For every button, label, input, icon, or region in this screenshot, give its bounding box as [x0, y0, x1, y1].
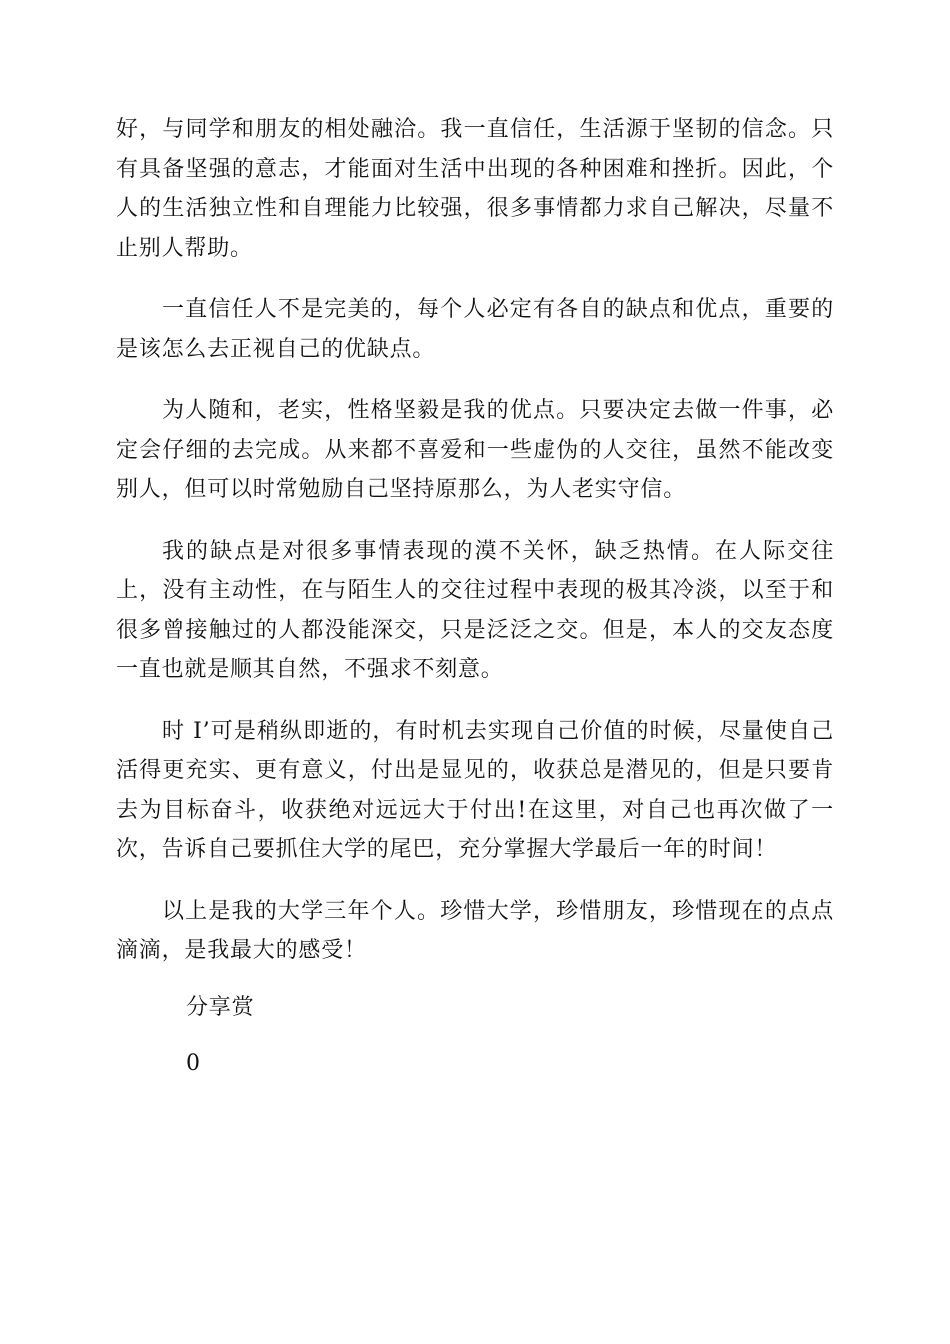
paragraph-conclusion: 以上是我的大学三年个人。珍惜大学，珍惜朋友，珍惜现在的点点滴滴，是我最大的感受！: [116, 898, 834, 963]
paragraph-continuation: 好，与同学和朋友的相处融洽。我一直信任，生活源于坚韧的信念。只有具备坚强的意志，才能面对生活中出现的各种困难和挫折。因此，个人的生活独立性和自理能力比较强，很多事情都力求自己解决，尽量不止别人帮助。: [116, 117, 834, 261]
share-count: 0: [186, 1050, 201, 1076]
document-body: [116, 110, 834, 1079]
paragraph-weaknesses: 我的缺点是对很多事情表现的漠不关怀，缺乏热情。在人际交往上，没有主动性，在与陌生人的交往过程中表现的极其冷淡，以至于和很多曾接触过的人都没能深交，只是泛泛之交。但是，本人的交友态度一直也就是顺其自然，不强求不刻意。: [116, 538, 834, 682]
paragraph-time: 时 I’可是稍纵即逝的，有时机去实现自己价值的时候，尽量使自己活得更充实、更有意义，付出是显见的，收获总是潜见的，但是只要肯去为目标奋斗，收获绝对远远大于付出!在这里，对自己也再次做了一次，告诉自己要抓住大学的尾巴，充分掌握大学最后一年的时间！: [116, 718, 834, 862]
share-label[interactable]: 分享赏: [186, 994, 255, 1020]
paragraph-strengths: 为人随和，老实，性格坚毅是我的优点。只要决定去做一件事，必定会仔细的去完成。从来都不喜爱和一些虚伪的人交往，虽然不能改变别人，但可以时常勉励自己坚持原那么，为人老实守信。: [116, 398, 834, 502]
paragraph-imperfection: 一直信任人不是完美的，每个人必定有各自的缺点和优点，重要的是该怎么去正视自己的优缺点。: [116, 297, 834, 362]
